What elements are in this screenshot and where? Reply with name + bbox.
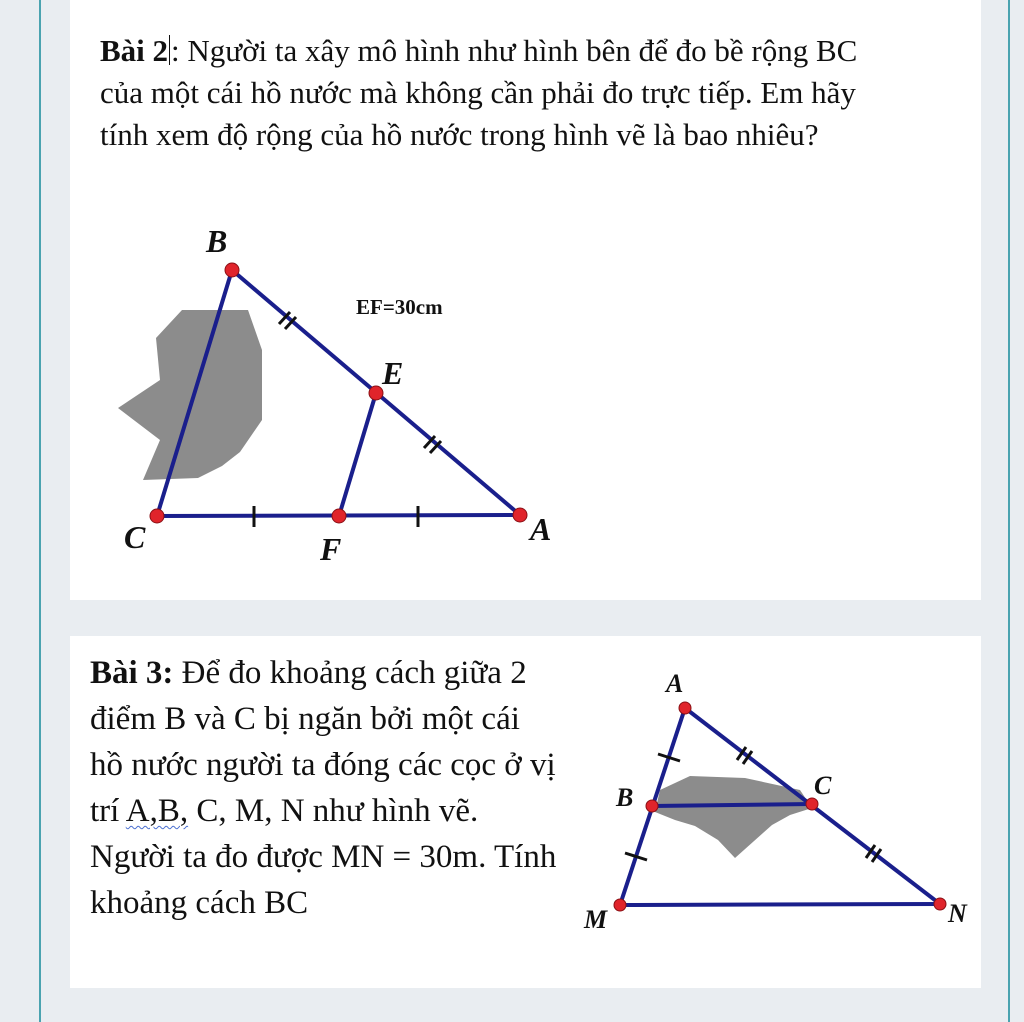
problem-3-body-b: C, M, N như hình vẽ. Người ta đo được MN = 30m. Tính khoảng cách BC (90, 793, 557, 921)
segment-bc-2 (652, 804, 812, 806)
label-m: M (584, 905, 608, 934)
point-a-2 (679, 702, 691, 714)
label-e: E (382, 355, 404, 391)
point-m (614, 899, 626, 911)
problem-2-title: Bài 2 (100, 33, 169, 68)
label-a: A (530, 511, 552, 547)
label-c-2: C (814, 771, 832, 800)
label-n: N (948, 899, 967, 928)
problem-3-body-a: Để đo khoảng cách giữa 2 điểm B và C bị ngăn bởi một cái hồ nước người ta đóng các cọc ở vị trí (90, 655, 556, 829)
label-a-2: A (666, 669, 684, 698)
label-b: B (206, 223, 228, 259)
point-n (934, 898, 946, 910)
problem-2-line1: : Người ta xây mô hình như hình bên để đo bề (171, 33, 744, 68)
measure-ef: EF=30cm (356, 295, 443, 319)
spellcheck-flagged-text[interactable]: A,B, (125, 793, 189, 829)
label-f: F (320, 531, 342, 567)
segment-mn (620, 904, 940, 905)
label-c: C (124, 519, 146, 555)
point-b-2 (646, 800, 658, 812)
problem-3-title: Bài 3: (90, 655, 174, 691)
label-b-2: B (616, 783, 634, 812)
problem-2-body: rộng BC của một cái hồ nước mà không cần phải đo trực tiếp. Em hãy tính xem độ rộng của hồ nước trong hình vẽ là bao nhiêu? (100, 33, 858, 152)
